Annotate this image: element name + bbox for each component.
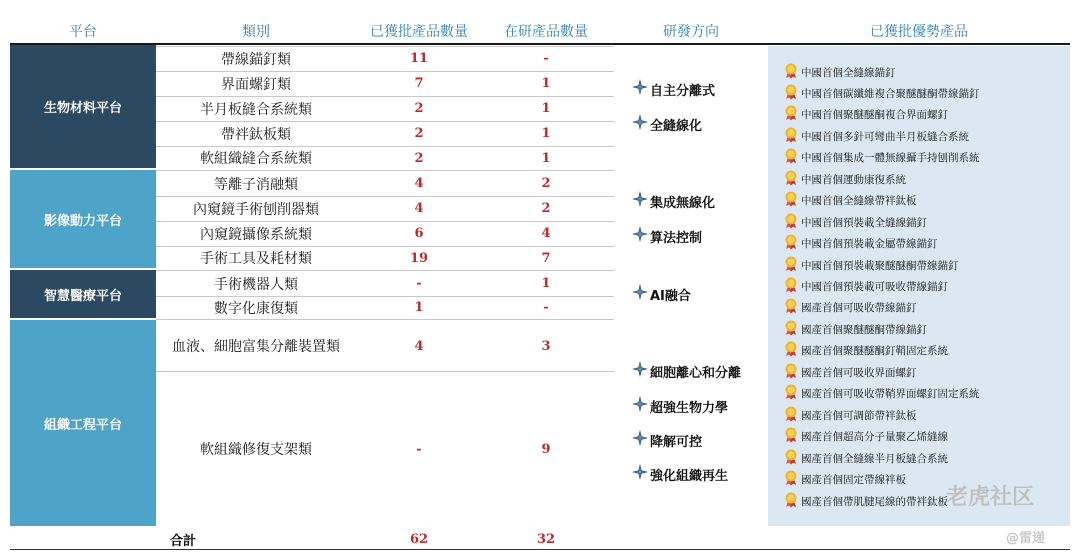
advantage-product-label: 國產首個可吸收界面螺釘 (801, 366, 917, 379)
advantage-product-item (784, 471, 906, 489)
medal-icon (784, 384, 801, 403)
research-count-cell: 1 (541, 126, 551, 141)
sparkle-icon (632, 79, 650, 99)
advantage-product-item (784, 192, 917, 210)
direction-item (632, 79, 715, 99)
advantage-product-item (784, 428, 948, 446)
direction-label: 細胞離心和分離 (650, 365, 742, 381)
direction-item (632, 361, 741, 381)
medal-icon (784, 148, 801, 167)
medal-icon (784, 256, 801, 275)
medal-icon (784, 320, 801, 339)
advantage-product-item (784, 385, 980, 403)
sparkle-icon (632, 464, 650, 484)
advantage-product-item (784, 278, 948, 296)
medal-icon (784, 105, 801, 124)
platform-biomaterials: 生物材料平台 (10, 45, 156, 168)
advantage-product-item (784, 170, 906, 188)
direction-label: 強化組織再生 (650, 468, 729, 484)
advantage-product-item (784, 342, 948, 360)
sparkle-icon (632, 226, 650, 246)
advantage-product-item (784, 63, 896, 81)
medal-icon (784, 470, 801, 489)
direction-label: 自主分離式 (650, 83, 716, 99)
header-direction: 研發方向 (663, 24, 719, 40)
medal-icon (784, 127, 801, 146)
direction-item (632, 430, 702, 450)
header-platform: 平台 (69, 24, 97, 40)
medal-icon (784, 449, 801, 468)
sparkle-icon (632, 396, 650, 416)
medal-icon (784, 427, 801, 446)
sparkle-icon (632, 284, 650, 304)
advantage-product-label: 國產首個可吸收帶鞘界面螺釘固定系統 (801, 388, 980, 401)
category-cell: 手術機器人類 (214, 276, 298, 293)
advantage-product-label: 中國首個聚醚醚酮複合界面螺釘 (801, 109, 948, 122)
direction-item (632, 284, 691, 304)
header-category: 類別 (242, 24, 270, 40)
category-cell: 軟組織縫合系統類 (200, 151, 312, 167)
medal-icon (784, 277, 801, 296)
advantage-product-item (784, 299, 917, 317)
advantage-product-item (784, 127, 969, 145)
category-cell: 等離子消融類 (214, 176, 298, 193)
category-cell: 帶線錨釘類 (221, 51, 291, 68)
advantage-product-label: 國產首個聚醚醚酮帶線錨釘 (801, 323, 927, 336)
approved-count-cell: 4 (414, 176, 424, 191)
watermark-text: 老虎社区 (946, 485, 1035, 510)
advantage-product-label: 國產首個超高分子量聚乙烯縫線 (801, 431, 948, 444)
advantage-product-label: 中國首個全縫線帶袢鈦板 (801, 195, 917, 208)
sparkle-icon (632, 114, 650, 134)
approved-count-cell: - (416, 441, 422, 457)
advantage-product-item (784, 492, 948, 510)
platform-smart-medical: 智慧醫療平台 (10, 270, 156, 318)
research-count-cell: 1 (541, 150, 551, 166)
advantage-product-item (784, 320, 927, 338)
medal-icon (784, 84, 801, 103)
direction-label: 算法控制 (650, 230, 703, 246)
total-approved: 62 (409, 531, 429, 547)
category-cell: 手術工具及耗材類 (200, 251, 312, 267)
watermark-handle: @雷递 (1006, 531, 1046, 546)
advantage-product-item (784, 235, 938, 253)
medal-icon (784, 492, 801, 511)
advantage-product-label: 中國首個預裝載全縫線錨釘 (801, 216, 927, 229)
research-count-cell: 1 (541, 276, 551, 291)
direction-label: 集成無線化 (650, 195, 716, 211)
total-research: 32 (536, 531, 556, 547)
research-count-cell: 3 (541, 338, 551, 354)
advantage-product-label: 國產首個可吸收帶線錨釘 (801, 302, 917, 315)
approved-count-cell: 2 (414, 101, 424, 116)
research-count-cell: 1 (541, 76, 551, 91)
category-cell: 內窺鏡手術刨削器類 (193, 201, 319, 218)
advantage-product-item (784, 106, 948, 124)
row-divider (156, 46, 614, 47)
medal-icon (784, 170, 801, 189)
direction-label: 降解可控 (650, 434, 703, 450)
direction-item (632, 464, 728, 484)
research-count-cell: 2 (541, 176, 551, 191)
row-divider (156, 319, 614, 320)
direction-label: AI融合 (650, 288, 691, 304)
research-count-cell: 4 (541, 226, 551, 241)
medal-icon (784, 213, 801, 232)
category-cell: 帶袢鈦板類 (221, 126, 291, 143)
research-count-cell: 1 (541, 101, 551, 116)
advantage-product-label: 中國首個全縫線錨釘 (801, 66, 896, 79)
total-label: 合計 (170, 533, 197, 549)
advantage-product-item (784, 213, 927, 231)
category-cell: 血液、細胞富集分離裝置類 (172, 339, 340, 355)
advantage-product-item (784, 406, 917, 424)
advantage-product-label: 國產首個全縫線半月板縫合系統 (801, 452, 948, 465)
sparkle-icon (632, 191, 650, 211)
approved-count-cell: 4 (414, 201, 424, 216)
direction-item (632, 114, 702, 134)
approved-count-cell: 4 (414, 338, 424, 354)
sparkle-icon (632, 430, 650, 450)
header-divider (10, 43, 1070, 45)
category-cell: 半月板縫合系統類 (200, 101, 312, 118)
direction-label: 全縫線化 (650, 118, 703, 134)
advantage-product-item (784, 449, 948, 467)
research-count-cell: 9 (541, 441, 551, 457)
advantage-product-label: 國產首個帶肌腱尾線的帶袢鈦板 (801, 495, 948, 508)
medal-icon (784, 341, 801, 360)
advantage-product-item (784, 149, 980, 167)
category-cell: 軟組織修復支架類 (200, 442, 312, 458)
approved-count-cell: 11 (409, 51, 429, 66)
advantage-product-label: 中國首個預裝載金屬帶線錨釘 (801, 238, 938, 251)
direction-item (632, 396, 728, 416)
research-count-cell: 7 (541, 250, 551, 266)
advantage-product-label: 中國首個預裝載聚醚醚酮帶線錨釘 (801, 259, 959, 272)
advantage-product-item (784, 363, 917, 381)
medal-icon (784, 63, 801, 82)
header-approved-count: 已獲批產品數量 (370, 24, 468, 40)
direction-item (632, 191, 715, 211)
footer-divider (10, 549, 1070, 550)
sparkle-icon (632, 361, 650, 381)
advantage-product-label: 中國首個集成一體無線攝手持刨削系統 (801, 152, 980, 165)
advantage-product-label: 中國首個運動康復系統 (801, 173, 906, 186)
research-count-cell: - (543, 300, 549, 315)
advantage-product-label: 中國首個多針可彎曲半月板縫合系統 (801, 130, 969, 143)
category-cell: 界面螺釘類 (221, 76, 291, 93)
research-count-cell: - (543, 51, 549, 66)
advantage-product-label: 中國首個碳纖維複合聚醚醚酮帶線錨釘 (801, 87, 980, 100)
direction-label: 超強生物力學 (650, 400, 729, 416)
advantage-product-label: 國產首個固定帶線袢板 (801, 474, 906, 487)
category-cell: 內窺鏡攝像系統類 (200, 226, 312, 243)
medal-icon (784, 406, 801, 425)
category-cell: 數字化康復類 (214, 300, 298, 317)
advantage-product-item (784, 256, 959, 274)
medal-icon (784, 298, 801, 317)
advantage-product-label: 國產首個可調節帶袢鈦板 (801, 409, 917, 422)
header-advantage-products: 已獲批優勢產品 (870, 24, 968, 40)
approved-count-cell: - (416, 276, 422, 291)
approved-count-cell: 19 (409, 250, 429, 266)
approved-count-cell: 7 (414, 76, 424, 91)
medal-icon (784, 234, 801, 253)
advantage-product-item (784, 84, 980, 102)
advantage-product-label: 中國首個預裝載可吸收帶線錨釘 (801, 281, 948, 293)
advantage-product-label: 國產首個聚醚醚酮釘鞘固定系統 (801, 345, 948, 358)
platform-tissue-engineering: 組織工程平台 (10, 320, 156, 526)
approved-count-cell: 6 (414, 226, 424, 241)
medal-icon (784, 191, 801, 210)
approved-count-cell: 2 (414, 126, 424, 141)
header-research-count: 在研產品數量 (504, 24, 588, 40)
medal-icon (784, 363, 801, 382)
approved-count-cell: 1 (414, 300, 424, 315)
platform-imaging-power: 影像動力平台 (10, 170, 156, 268)
approved-count-cell: 2 (414, 150, 424, 166)
direction-item (632, 226, 702, 246)
research-count-cell: 2 (541, 201, 551, 216)
